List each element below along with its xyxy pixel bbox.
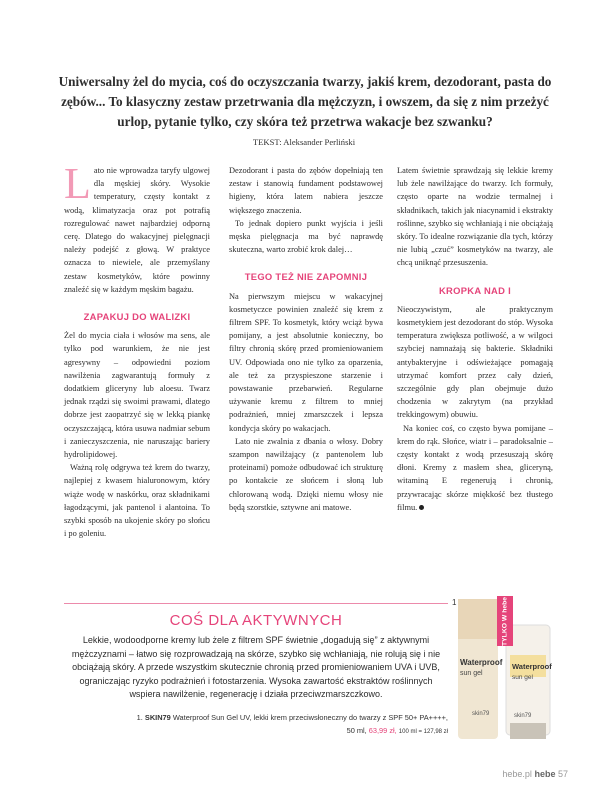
product-line-2 xyxy=(64,724,448,739)
paragraph: Żel do mycia ciała i włosów ma sens, ale tylko pod warunkiem, że nie jest agresywny – odpowiedni poziom nawilżenia zagwarantują formuły z dodatkiem gliceryny lub aloesu. Twarz jednak rządzi się swoimi prawami, dlatego dobrze jest zaopatrzyć się w lekką piankę oczyszczającą, która usuwa nadmiar sebum i zanieczyszczenia, nie naruszając bariery hydrolipidowej. xyxy=(64,331,210,460)
product-size: 50 ml, xyxy=(346,726,367,735)
box-label-2: sun gel xyxy=(512,674,533,681)
byline: TEKST: Aleksander Perliński xyxy=(252,137,356,147)
closing-text: Na koniec coś, co często bywa pomijane – krem do rąk. Słońce, wiatr i – paradoksalnie – częsty kontakt z wodą przesuszają skórę dłoni. Kremy z masłem shea, gliceryną, witaminą E regenerują i chronią, przywracając skórze miękkość bez tłustego filmu. xyxy=(397,423,553,512)
paragraph: Na pierwszym miejscu w wakacyjnej kosmetyczce powinien znaleźć się krem z filtrem SPF. To kosmetyk, który wciąż bywa pomijany, a jest absolutnie konieczny, bo filtry chronią skórę przed promieniowaniem UV. Odpowiada ono nie tylko za oparzenia, ale też za przyspieszone starzenie i powstawanie przebarwień. Regularne używanie kremu z filtrem to mniej podrażnień, mniej zmarszczek i lepsza kondycja skóry po wakacjach. xyxy=(229,291,383,433)
box-text: Lekkie, wodoodporne kremy lub żele z filtrem SPF świetnie „dogadują się” z aktywnymi mężczyznami – łatwo się rozprowadzają na skórze, szybko się wchłaniają, nie rolują się i nie obciążają skóry. A przede wszystkim skutecznie chronią przed promieniowaniem UVA i UVB, ograniczając ryzyko podrażnień i fotostarzenia. Wysoka zawartość ekstraktów roślinnych wspiera nawilżenie, regenerację i działa przeciwzmarszczkowo. xyxy=(71,635,441,700)
lead-paragraph: Uniwersalny żel do mycia, coś do oczyszczania twarzy, jakiś krem, dezodorant, pasta do zębów... To klasyczny zestaw przetrwania dla mężczyzn, i owszem, da się z nim przeżyć urlop, pytanie tylko, czy skóra też przetrwa wakacje bez szwanku? xyxy=(58,74,552,129)
column-3 xyxy=(397,164,553,514)
product-caption xyxy=(64,711,448,739)
box-brand: skin79 xyxy=(514,713,532,719)
product-price: 63,99 zł, xyxy=(368,726,397,735)
box-label-1: Waterproof xyxy=(512,662,552,671)
footer-brand: hebe xyxy=(534,769,556,779)
column-2 xyxy=(229,164,383,514)
section-heading-walizka: ZAPAKUJ DO WALIZKI xyxy=(83,311,191,323)
product-image-number: 1 xyxy=(452,598,457,607)
drop-cap: L xyxy=(64,159,91,208)
section-heading-kropka: KROPKA NAD I xyxy=(438,284,511,296)
tube-label-2: sun gel xyxy=(460,670,483,677)
footer-site: hebe.pl xyxy=(502,769,532,779)
box-title: COŚ DLA AKTYWNYCH xyxy=(169,612,343,629)
section-heading-zapomnij: TEGO TEŻ NIE ZAPOMNIJ xyxy=(244,271,368,283)
exclusive-badge: TYLKO W hebe xyxy=(497,596,513,646)
column-1 xyxy=(64,159,210,540)
paragraph: To jednak dopiero punkt wyjścia i jeśli męska pielęgnacja ma być naprawdę skuteczna, warto zrobić krok dalej… xyxy=(229,218,383,255)
paragraph: Ważną rolę odgrywa też krem do twarzy, najlepiej z kwasem hialuronowym, który wiąże wodę w naskórku, oraz składnikami łagodzącymi, jak pantenol i alantoina. To szybki sposób na ukojenie skóry po słońcu i po goleniu. xyxy=(64,463,210,539)
paragraph: Nieoczywistym, ale praktycznym kosmetykiem jest dezodorant do stóp. Wysoka temperatura zwiększa potliwość, a w wilgoci szybciej namnażają się bakterie. Składniki antybakteryjne i odświeżające pomagają utrzymać komfort przez cały dzień, szczególnie gdy plan obejmuje dużo chodzenia w zakrytym (na przykład trekkingowym) obuwiu. xyxy=(397,304,553,420)
product-brand: SKIN79 xyxy=(144,713,171,722)
page-footer xyxy=(502,769,568,779)
product-unit-price: 100 ml = 127,98 zł xyxy=(398,729,448,735)
intro-paragraph xyxy=(64,159,210,296)
paragraph: Lato nie zwalnia z dbania o włosy. Dobry szampon nawilżający (z pantenolem lub proteinami) pomoże odbudować ich strukturę po kontakcie ze słońcem i słoną lub chlorowaną wodą. Dzięki niemu włosy nie będą szorstkie, sztywne ani matowe. xyxy=(229,436,383,512)
tube-brand: skin79 xyxy=(472,711,490,717)
box-divider xyxy=(64,603,448,604)
product-number: 1. xyxy=(136,713,143,722)
product-name: Waterproof Sun Gel UV, lekki krem przeciwsłoneczny do twarzy z SPF 50+ PA++++, xyxy=(172,713,448,722)
end-mark-icon xyxy=(419,505,424,510)
paragraph xyxy=(397,422,553,514)
paragraph: Dezodorant i pasta do zębów dopełniają ten zestaw i stanowią fundament podstawowej higieny, która latem nabiera jeszcze większego znaczenia. xyxy=(229,166,383,215)
paragraph: Latem świetnie sprawdzają się lekkie kremy lub żele nawilżające do twarzy. Ich formuły, często oparte na wodzie termalnej i składnikach, takich jak niacynamid i ekstrakty roślinne, szybko się wchłaniają i nie obciążają skóry. To idealne rozwiązanie dla tych, którzy nie lubią „czuć” kosmetyków na twarzy, ale chcą uniknąć przesuszenia. xyxy=(397,166,553,268)
intro-text: ato nie wprowadza taryfy ulgowej dla męskiej skóry. Wysokie temperatury, częsty kontakt z wodą, klimatyzacja oraz pot potrafią rozregulować nawet najbardziej odporną cerę. Dlatego do wakacyjnej pielęgnacji należy podejść z głową. W praktyce oznacza to niewiele, ale przemyślany zestaw kosmetyków, które powinny znaleźć się w każdym męskim bagażu. xyxy=(64,166,210,294)
page-number: 57 xyxy=(557,769,568,779)
product-line-1 xyxy=(64,711,448,724)
tube-label-1: Waterproof xyxy=(460,658,503,667)
